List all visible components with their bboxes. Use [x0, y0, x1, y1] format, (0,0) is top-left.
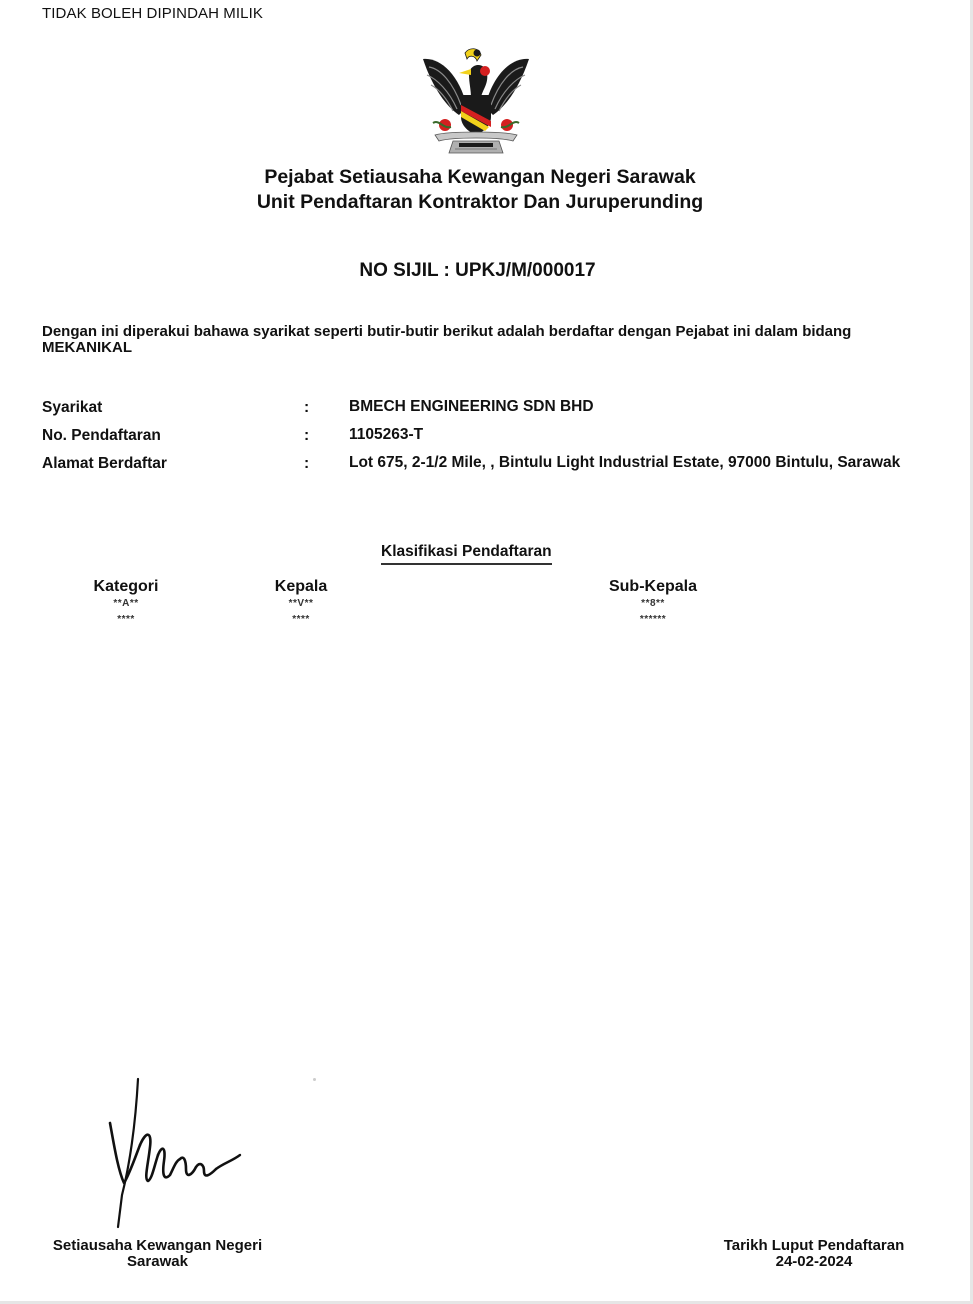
classification-category [76, 578, 176, 628]
office-name: Pejabat Setiausaha Kewangan Negeri Sarawak [264, 166, 696, 188]
unit-name: Unit Pendaftaran Kontraktor Dan Juruperunding [256, 191, 704, 213]
detail-colon: : [304, 455, 310, 472]
expiry-date: 24-02-2024 [775, 1253, 853, 1270]
column-header: Kepala [274, 578, 328, 595]
registration-number: 1105263-T [349, 426, 424, 443]
sarawak-coat-of-arms-icon [419, 45, 533, 157]
signatory-line2: Sarawak [127, 1253, 188, 1270]
scan-speck [313, 1078, 316, 1081]
column-value: **V** [288, 598, 314, 609]
certificate-number: NO SIJIL : UPKJ/M/000017 [359, 260, 596, 281]
classification-subhead [593, 578, 713, 628]
column-value-secondary: ****** [639, 614, 667, 625]
classification-title: Klasifikasi Pendaftaran [381, 543, 552, 565]
registered-address: Lot 675, 2-1/2 Mile, , Bintulu Light Industrial Estate, 97000 Bintulu, Sarawak [349, 454, 901, 471]
detail-label: No. Pendaftaran [42, 427, 161, 444]
non-transferable-notice: TIDAK BOLEH DIPINDAH MILIK [42, 5, 263, 22]
signatory-line1: Setiausaha Kewangan Negeri [52, 1237, 263, 1254]
company-name: BMECH ENGINEERING SDN BHD [349, 398, 594, 415]
column-value-secondary: **** [117, 614, 135, 625]
expiry-label: Tarikh Luput Pendaftaran [723, 1237, 905, 1254]
signatory-title [30, 1238, 285, 1270]
detail-colon: : [304, 427, 310, 444]
detail-colon: : [304, 399, 310, 416]
certification-statement: Dengan ini diperakui bahawa syarikat seperti butir-butir berikut adalah berdaftar dengan Pejabat ini dalam bidang MEKANIKAL [42, 323, 852, 356]
column-header: Sub-Kepala [608, 578, 697, 595]
column-value: **8** [641, 598, 665, 609]
column-value-secondary: **** [292, 614, 310, 625]
classification-head [251, 578, 351, 628]
signature-icon [100, 1075, 250, 1235]
detail-label: Syarikat [42, 399, 103, 416]
column-value: **A** [113, 598, 139, 609]
column-header: Kategori [93, 578, 159, 595]
detail-label: Alamat Berdaftar [42, 455, 167, 472]
expiry-block [700, 1238, 928, 1270]
